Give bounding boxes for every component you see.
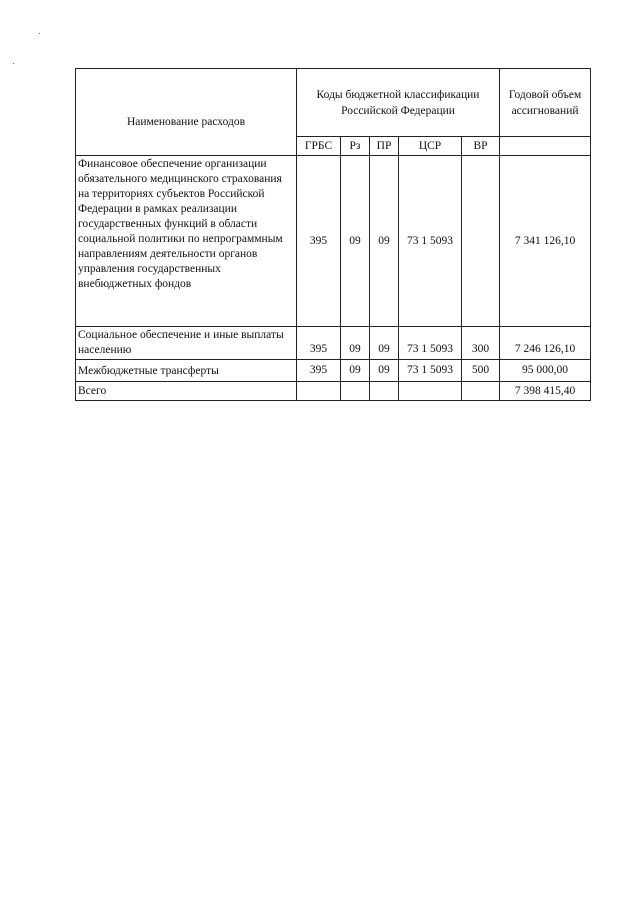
row-sum: 95 000,00	[500, 360, 591, 382]
row-csr: 73 1 5093	[399, 327, 462, 360]
row-sum: 7 341 126,10	[500, 156, 591, 327]
total-empty-cell	[370, 382, 399, 401]
row-vr: 300	[462, 327, 500, 360]
row-rz: 09	[341, 156, 370, 327]
subheader-sum-empty	[500, 137, 591, 156]
subheader-grbs: ГРБС	[297, 137, 341, 156]
row-pr: 09	[370, 360, 399, 382]
row-vr	[462, 156, 500, 327]
row-expense-name: Социальное обеспечение и иные выплаты населению	[76, 327, 297, 360]
scan-speck	[13, 63, 14, 64]
row-pr: 09	[370, 327, 399, 360]
total-empty-cell	[399, 382, 462, 401]
subheader-rz: Рз	[341, 137, 370, 156]
row-sum: 7 246 126,10	[500, 327, 591, 360]
row-grbs: 395	[297, 327, 341, 360]
row-csr: 73 1 5093	[399, 360, 462, 382]
subheader-csr: ЦСР	[399, 137, 462, 156]
subheader-vr: ВР	[462, 137, 500, 156]
total-empty-cell	[462, 382, 500, 401]
row-expense-name: Финансовое обеспечение организации обязательного медицинского страхования на территориях субъектов Российской Федерации в рамках реализации государственных функций в области социальной политики по непрограммным направлениям деятельности органов управления государственных внебюджетных фондов	[76, 156, 297, 327]
row-vr: 500	[462, 360, 500, 382]
row-expense-name: Межбюджетные трансферты	[76, 360, 297, 382]
total-empty-cell	[341, 382, 370, 401]
row-grbs: 395	[297, 156, 341, 327]
header-classification-codes: Коды бюджетной классификации Российской Федерации	[297, 69, 500, 137]
total-row	[76, 382, 591, 401]
total-label: Всего	[76, 382, 297, 401]
table-row	[76, 156, 591, 327]
subheader-pr: ПР	[370, 137, 399, 156]
total-empty-cell	[297, 382, 341, 401]
row-grbs: 395	[297, 360, 341, 382]
header-expense-name: Наименование расходов	[76, 69, 297, 156]
row-rz: 09	[341, 327, 370, 360]
row-rz: 09	[341, 360, 370, 382]
header-annual-allocation: Годовой объем ассигнований	[500, 69, 591, 137]
table-row	[76, 360, 591, 382]
header-row	[76, 69, 591, 137]
scan-speck	[39, 33, 40, 34]
total-sum: 7 398 415,40	[500, 382, 591, 401]
row-csr: 73 1 5093	[399, 156, 462, 327]
budget-allocation-table	[75, 68, 591, 401]
table-row	[76, 327, 591, 360]
row-pr: 09	[370, 156, 399, 327]
